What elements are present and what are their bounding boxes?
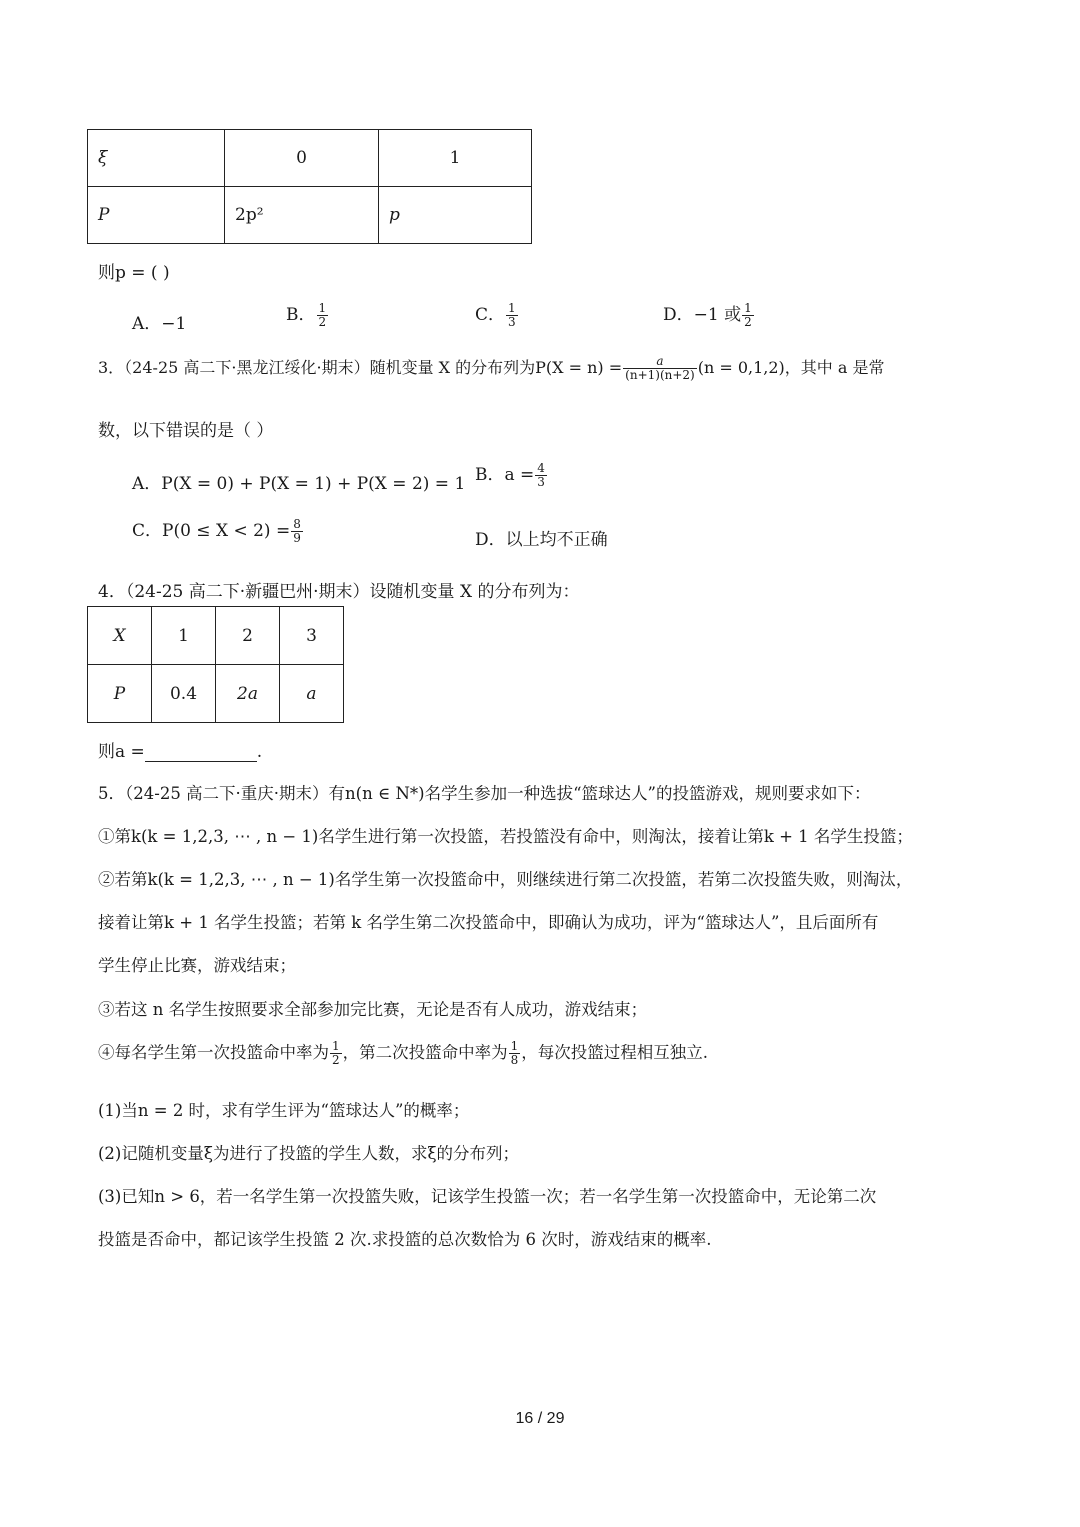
option-b: B．a = $\frac{4}{3}$ [475, 461, 545, 489]
sub-question-3-line-2: 投篮是否命中，都记该学生投篮 2 次.求投篮的总次数恰为 6 次时，游戏结束的概率. [98, 1230, 712, 1249]
table-cell: 3 [280, 607, 344, 665]
table-cell: 0 [225, 130, 379, 187]
fraction: $\frac{1}{2}$ [744, 301, 752, 329]
sub-question-2: (2)记随机变量ξ为进行了投篮的学生人数，求ξ的分布列； [98, 1144, 520, 1163]
table-cell: 0.4 [152, 665, 216, 723]
option-c: C．P(0 ≤ X < 2) = $\frac{8}{9}$ [132, 517, 301, 545]
table-cell: P [88, 665, 152, 723]
table-cell: p [379, 187, 532, 244]
option-a: A．−1 [132, 314, 187, 334]
question-5-line-2: ①第k(k = 1,2,3, ⋯ , n − 1)名学生进行第一次投篮，若投篮没有命中，则淘汰，接着让第k + 1 名学生投篮； [98, 827, 913, 846]
question-4-stem: 4．（24-25 高二下·新疆巴州·期末）设随机变量 X 的分布列为： [98, 582, 580, 602]
question-3-line-2: 数，以下错误的是（ ） [98, 421, 274, 441]
sub-question-3-line-1: (3)已知n > 6，若一名学生第一次投篮失败，记该学生投篮一次；若一名学生第一次投篮命中，无论第二次 [98, 1187, 877, 1206]
question-5-line-1: 5．（24-25 高二下·重庆·期末）有n(n ∈ N*)名学生参加一种选拔“篮球达人”的投篮游戏，规则要求如下： [98, 784, 871, 803]
table-cell: 1 [379, 130, 532, 187]
table-cell: a [280, 665, 344, 723]
option-d [663, 300, 755, 329]
answer-line: 则a = . [98, 742, 263, 762]
option-a: A．P(X = 0) + P(X = 1) + P(X = 2) = 1 [132, 474, 466, 494]
option-d: D．以上均不正确 [475, 530, 608, 550]
fraction: $\frac{1}{2}$ [318, 301, 327, 329]
page-number: 16 / 29 [515, 1410, 565, 1427]
option-label: B． [286, 305, 316, 325]
question-5-line-4: 接着让第k + 1 名学生投篮；若第 k 名学生第二次投篮命中，即确认为成功，评为“篮球达人”，且后面所有 [98, 913, 879, 932]
option-b [286, 300, 329, 329]
question-5-line-7: ④每名学生第一次投篮命中率为 $\frac{1}{2}$ ，第二次投篮命中率为 $\frac{1}{8}$ ，每次投篮过程相互独立. [98, 1039, 709, 1067]
answer-blank [145, 743, 257, 762]
fraction: $\frac{8}{9}$ [293, 517, 301, 545]
fraction: $\frac{1}{8}$ [510, 1039, 519, 1067]
table-cell: 2a [216, 665, 280, 723]
distribution-table-x [87, 606, 344, 723]
fraction: $\frac{1}{2}$ [332, 1039, 340, 1067]
question-stem: 则p = ( ) [98, 263, 170, 283]
question-5-line-5: 学生停止比赛，游戏结束； [98, 956, 296, 975]
table-cell: 2 [216, 607, 280, 665]
table-cell: 1 [152, 607, 216, 665]
question-5-line-3: ②若第k(k = 1,2,3, ⋯ , n − 1)名学生第一次投篮命中，则继续进行第二次投篮，若第二次投篮失败，则淘汰， [98, 870, 913, 889]
table-cell: P [88, 187, 225, 244]
fraction: $\frac{1}{3}$ [508, 301, 516, 329]
option-label: C． [475, 305, 506, 325]
sub-question-1: (1)当n = 2 时，求有学生评为“篮球达人”的概率； [98, 1101, 470, 1120]
option-label: D．−1 或 [663, 305, 742, 325]
table-cell: 2p² [225, 187, 379, 244]
option-c [475, 300, 519, 329]
table-cell: X [88, 607, 152, 665]
fraction: $\frac{a}{(n+1)(n+2)}$ [625, 354, 695, 382]
table-cell: ξ [88, 130, 225, 187]
question-5-line-6: ③若这 n 名学生按照要求全部参加完比赛，无论是否有人成功，游戏结束； [98, 1000, 648, 1019]
question-3-line-1: 3．（24-25 高二下·黑龙江绥化·期末）随机变量 X 的分布列为P(X = n) = $\frac{a}{(n+1)(n+2)}$ (n = 0,1,2)，其中 a 是常 [98, 354, 885, 382]
fraction: $\frac{4}{3}$ [537, 461, 545, 489]
distribution-table-xi [87, 129, 532, 244]
